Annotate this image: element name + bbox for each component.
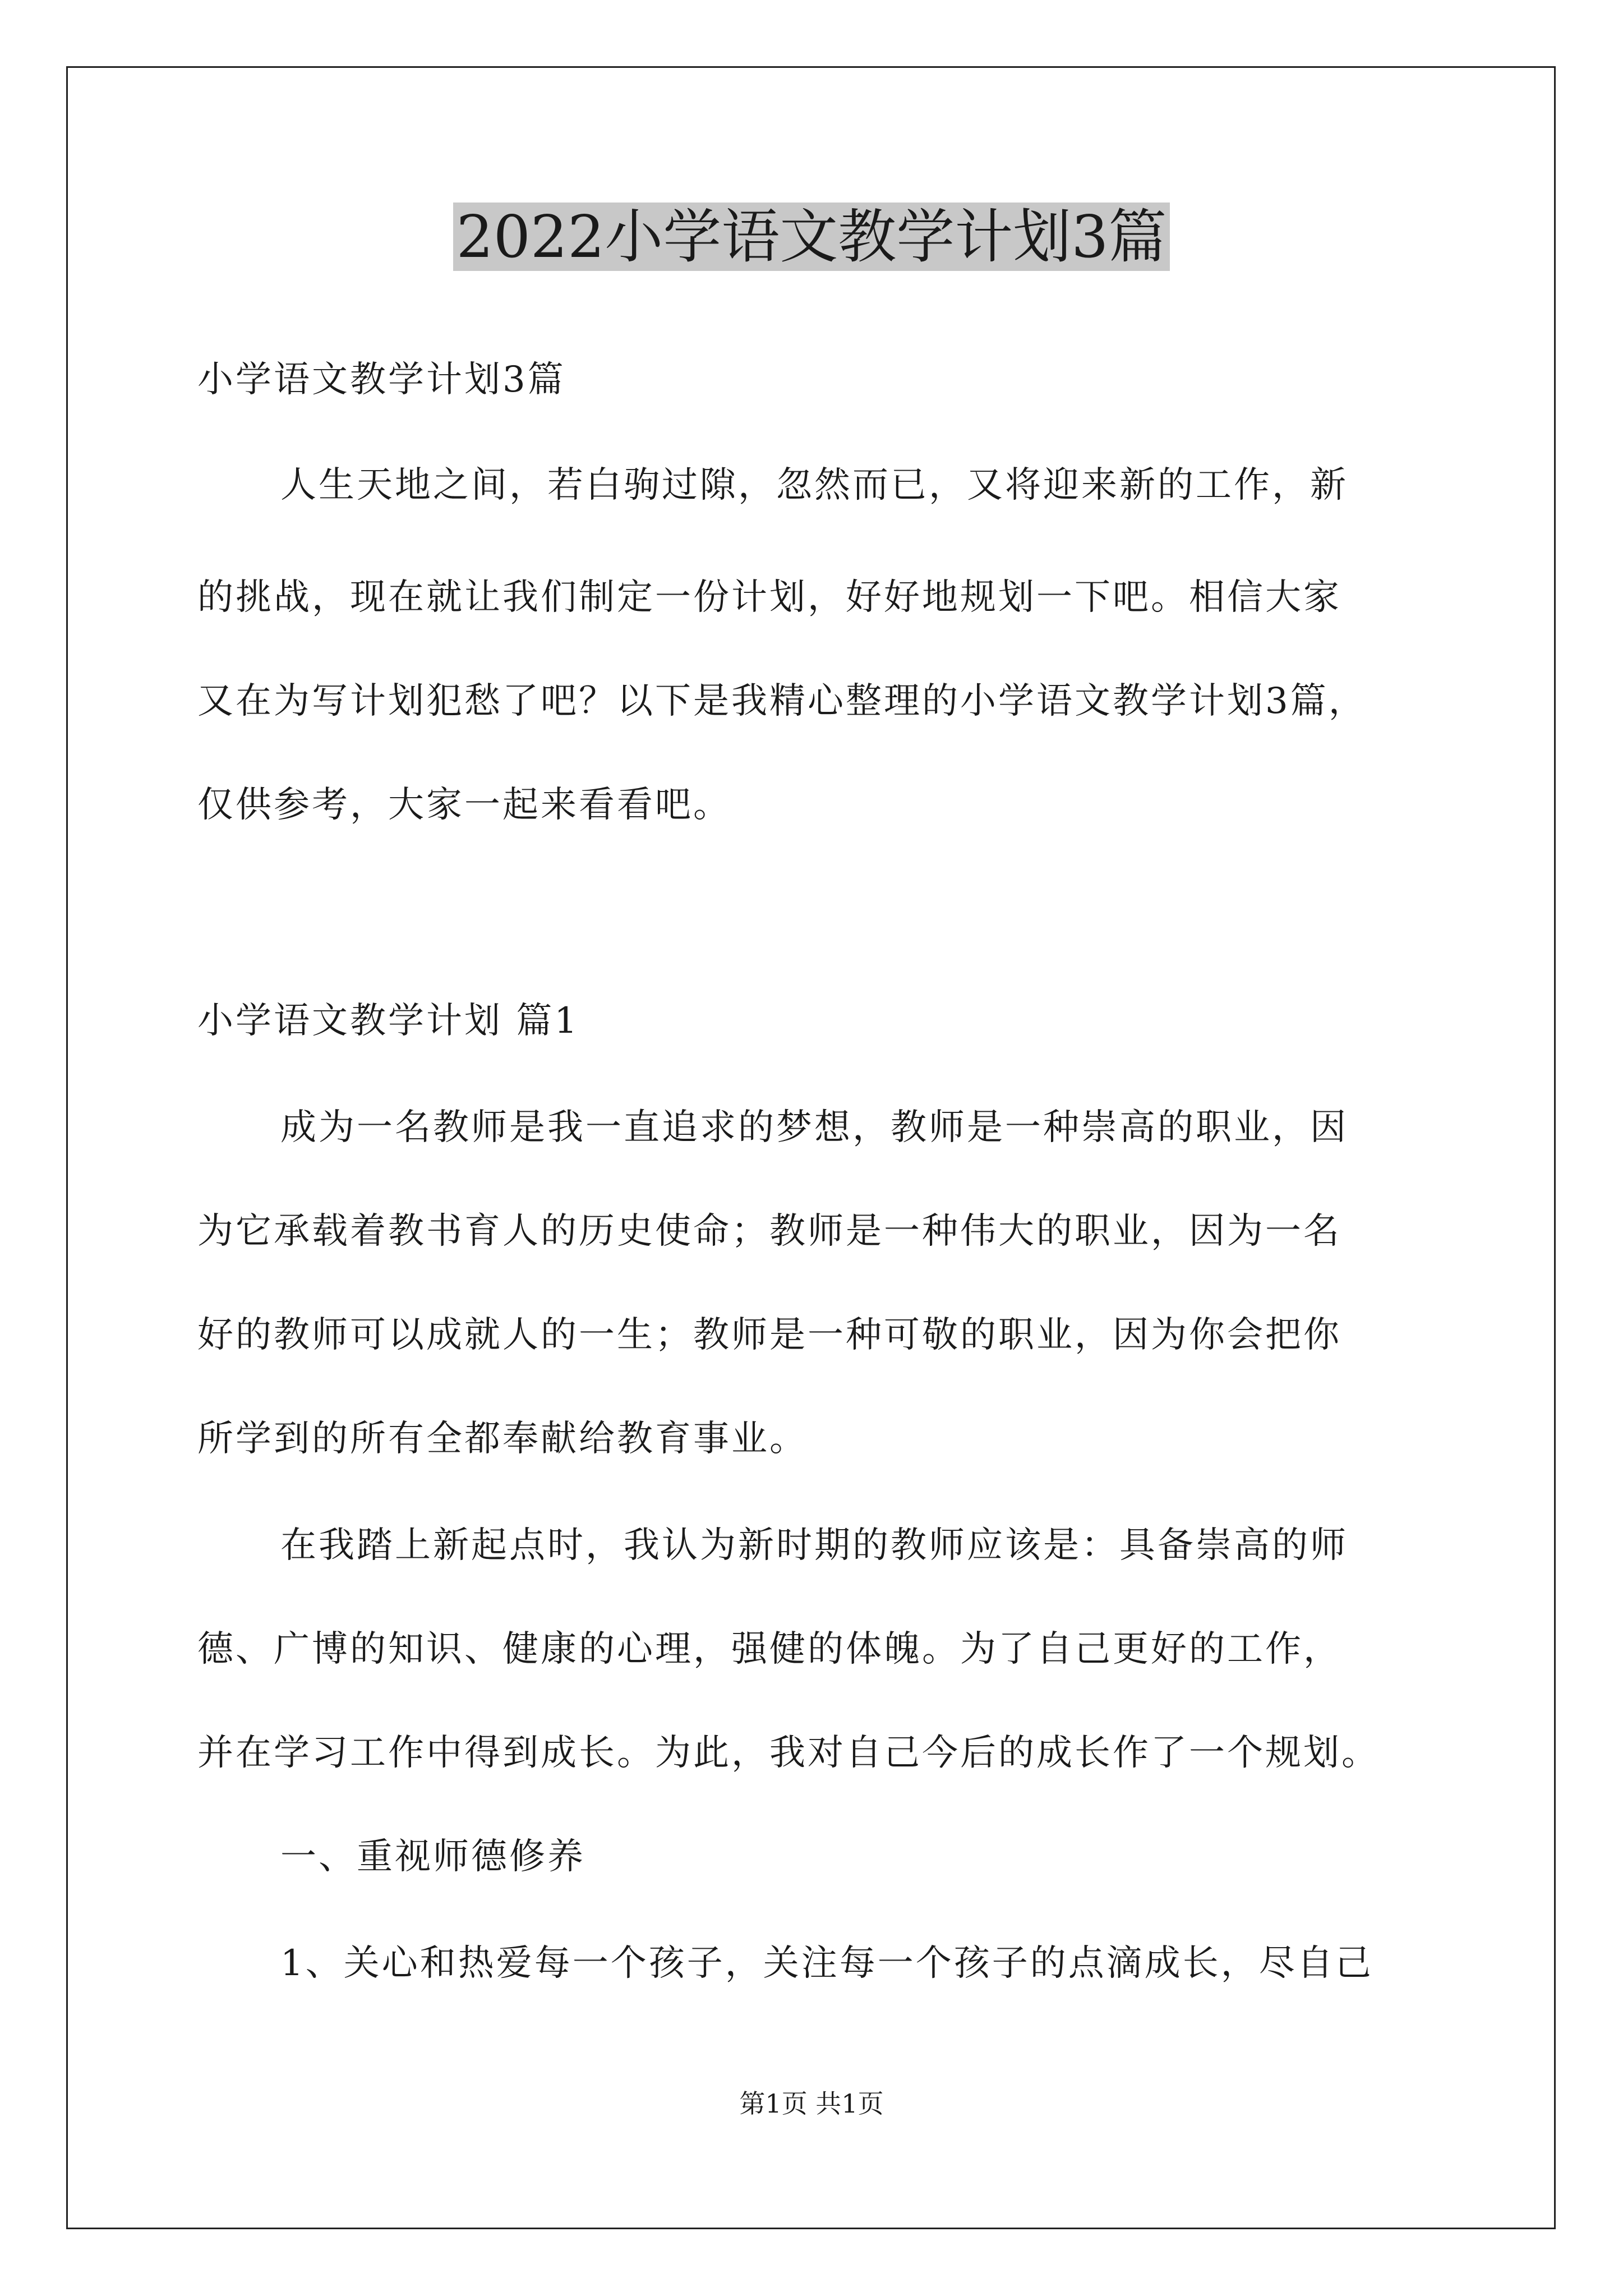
paragraph-1-line-4: 所学到的所有全都奉献给教育事业。 (197, 1418, 808, 1460)
paragraph-1-line-1: 成为一名教师是我一直追求的梦想，教师是一种崇高的职业，因 (280, 1107, 1348, 1148)
section-heading: 小学语文教学计划 篇1 (197, 1000, 580, 1042)
item-1-text: 1、关心和热爱每一个孩子，关注每一个孩子的点滴成长，尽自己 (280, 1943, 1373, 1984)
intro-line-4: 仅供参考，大家一起来看看吧。 (197, 784, 731, 826)
paragraph-1-line-2: 为它承载着教书育人的历史使命；教师是一种伟大的职业，因为一名 (197, 1211, 1341, 1252)
paragraph-2-line-1: 在我踏上新起点时，我认为新时期的教师应该是：具备崇高的师 (280, 1525, 1348, 1566)
document-title: 2022小学语文教学计划3篇 (0, 197, 1623, 276)
document-subtitle: 小学语文教学计划3篇 (197, 359, 566, 401)
intro-line-1: 人生天地之间，若白驹过隙，忽然而已，又将迎来新的工作，新 (280, 464, 1348, 506)
item-heading: 一、重视师德修养 (280, 1836, 585, 1878)
page-footer: 第1页 共1页 (739, 2088, 884, 2119)
paragraph-1-line-3: 好的教师可以成就人的一生；教师是一种可敬的职业，因为你会把你 (197, 1314, 1341, 1356)
paragraph-2-line-2: 德、广博的知识、健康的心理，强健的体魄。为了自己更好的工作， (197, 1628, 1341, 1670)
intro-line-2: 的挑战，现在就让我们制定一份计划，好好地规划一下吧。相信大家 (197, 577, 1341, 618)
intro-line-3: 又在为写计划犯愁了吧？以下是我精心整理的小学语文教学计划3篇， (197, 680, 1367, 722)
paragraph-2-line-3: 并在学习工作中得到成长。为此，我对自己今后的成长作了一个规划。 (197, 1732, 1380, 1774)
